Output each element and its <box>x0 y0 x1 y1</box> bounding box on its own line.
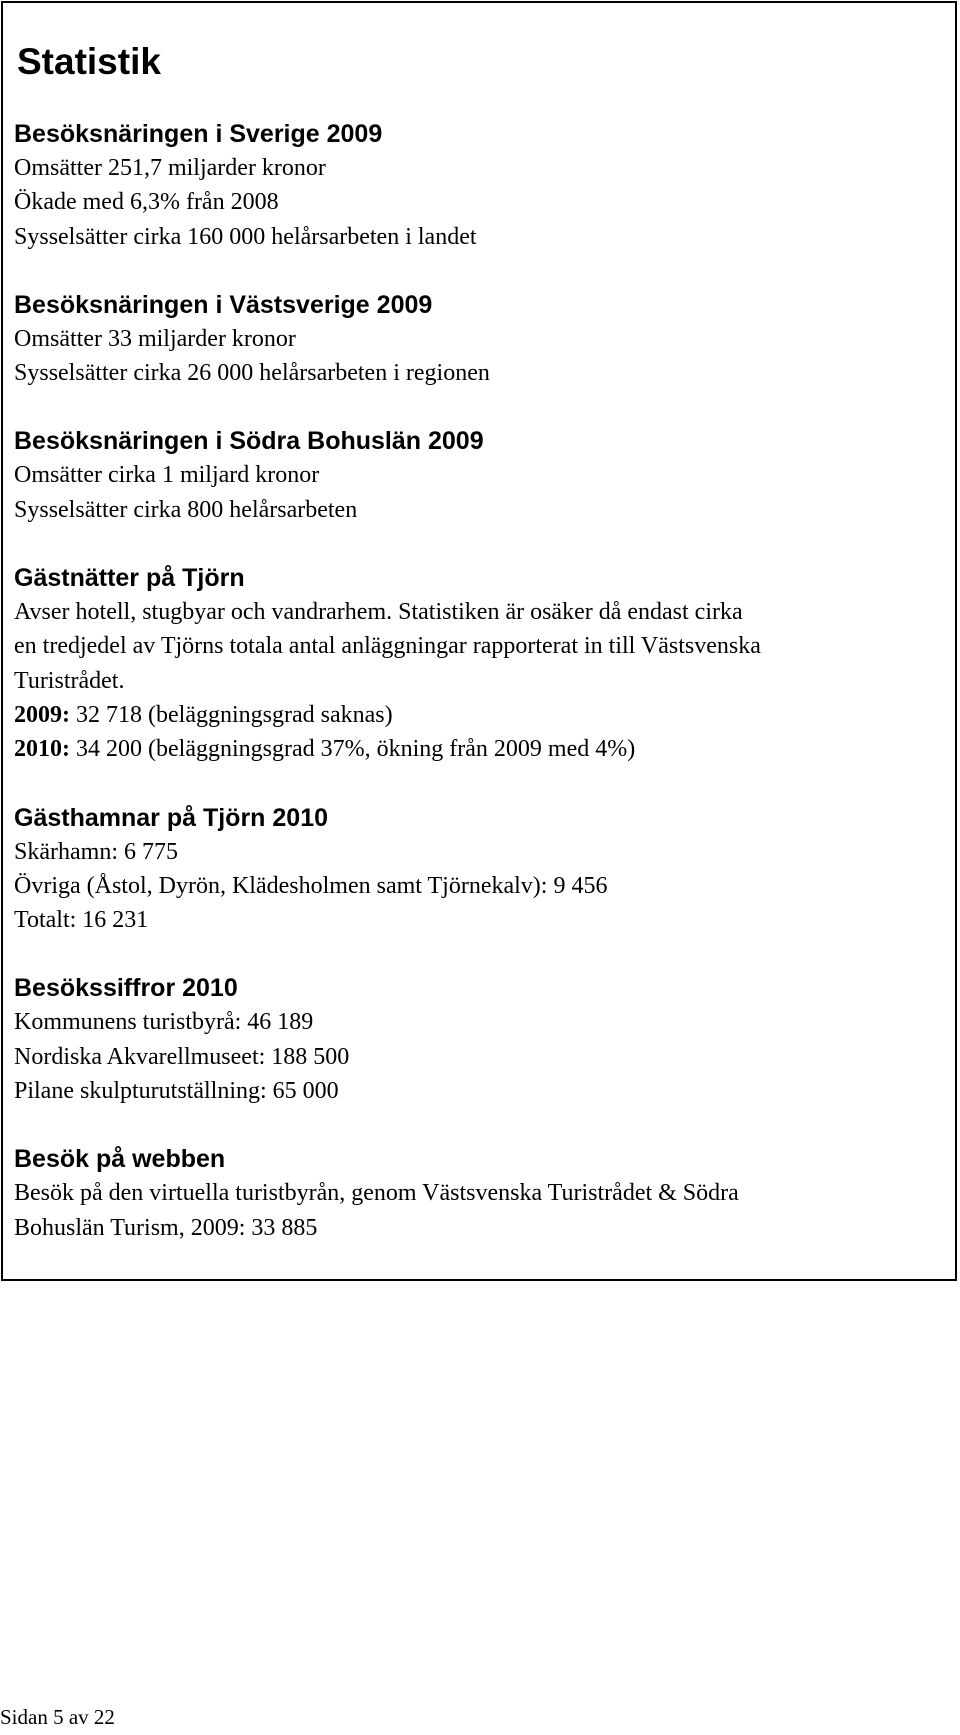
text-line: Nordiska Akvarellmuseet: 188 500 <box>14 1043 350 1070</box>
section-guest-harbours <box>14 801 954 938</box>
text-line: Övriga (Åstol, Dyrön, Klädesholmen samt Tjörnekalv): 9 456 <box>14 872 608 899</box>
section-south-bohuslan <box>14 424 954 527</box>
text-line: Skärhamn: 6 775 <box>14 838 178 865</box>
section-sweden <box>14 117 954 254</box>
text-line: Totalt: 16 231 <box>14 907 149 934</box>
section-guest-nights <box>14 561 954 766</box>
year-label: 2010: <box>14 736 70 763</box>
text-line: Besök på den virtuella turistbyrån, genom Västsvenska Turistrådet & Södra <box>14 1180 739 1207</box>
page-number: Sidan 5 av 22 <box>0 1705 115 1729</box>
text-line: Kommunens turistbyrå: 46 189 <box>14 1009 314 1036</box>
year-value: 34 200 (beläggningsgrad 37%, ökning från 2009 med 4%) <box>70 736 636 763</box>
section-web-visits <box>14 1142 954 1245</box>
text-line: en tredjedel av Tjörns totala antal anläggningar rapporterat in till Västsvenska <box>14 633 761 660</box>
text-line: Omsätter 251,7 miljarder kronor <box>14 155 326 181</box>
section-west-sweden <box>14 288 954 391</box>
section-heading: Besöksnäringen i Sverige 2009 <box>14 120 383 148</box>
section-heading: Besöksnäringen i Västsverige 2009 <box>14 290 433 319</box>
text-line: Ökade med 6,3% från 2008 <box>14 189 279 216</box>
section-visitor-figures <box>14 971 954 1108</box>
year-line-2010 <box>14 732 954 766</box>
year-line-2009 <box>14 698 954 732</box>
year-label: 2009: <box>14 701 70 728</box>
section-heading: Gästnätter på Tjörn <box>14 564 245 593</box>
text-line: Avser hotell, stugbyar och vandrarhem. Statistiken är osäker då endast cirka <box>14 599 743 626</box>
year-value: 32 718 (beläggningsgrad saknas) <box>70 701 393 728</box>
section-heading: Besöksnäringen i Södra Bohuslän 2009 <box>14 427 484 456</box>
section-heading: Besökssiffror 2010 <box>14 974 238 1003</box>
page-title: Statistik <box>17 41 161 82</box>
text-line: Bohuslän Turism, 2009: 33 885 <box>14 1214 318 1241</box>
statistics-content <box>14 117 954 1279</box>
section-heading: Gästhamnar på Tjörn 2010 <box>14 803 329 832</box>
text-line: Pilane skulpturutställning: 65 000 <box>14 1078 339 1105</box>
text-line: Sysselsätter cirka 26 000 helårsarbeten i regionen <box>14 360 490 387</box>
text-line: Sysselsätter cirka 800 helårsarbeten <box>14 496 358 523</box>
section-heading: Besök på webben <box>14 1145 226 1174</box>
text-line: Turistrådet. <box>14 667 125 694</box>
text-line: Omsätter 33 miljarder kronor <box>14 325 296 352</box>
text-line: Omsätter cirka 1 miljard kronor <box>14 462 320 489</box>
text-line: Sysselsätter cirka 160 000 helårsarbeten i landet <box>14 223 477 250</box>
